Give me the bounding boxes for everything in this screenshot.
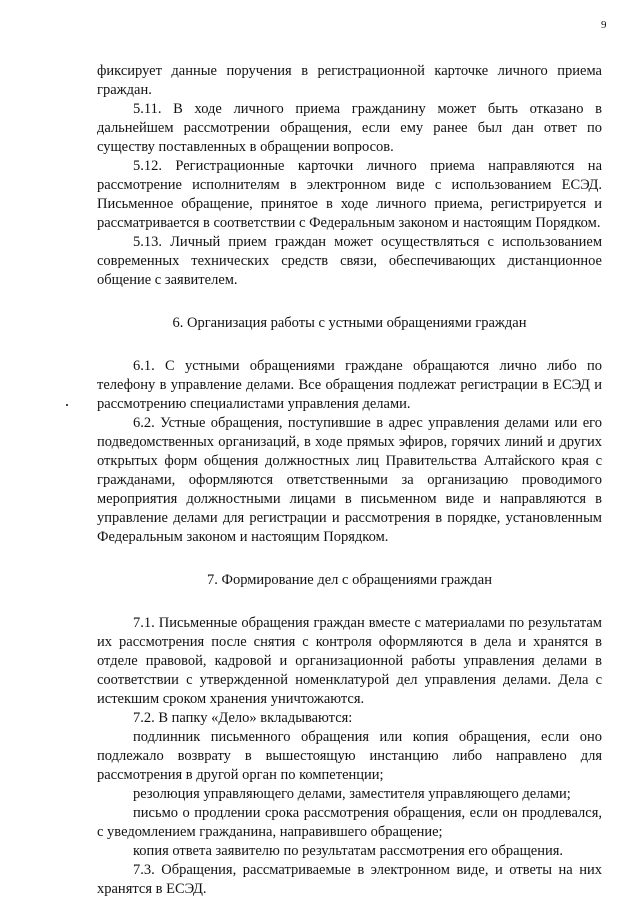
paragraph-6-2: 6.2. Устные обращения, поступившие в адрес управления делами или его подведомственных организаций, в ходе прямых эфиров, горячих линий и других открытых форм общения должностных лиц Правительства Алтайского края с гражданами, оформляются ответственными за организацию проводимого мероприятия должностными лицами в письменном виде и направляются в управление делами для регистрации и рассмотрения в порядке, установленным Федеральным законом и настоящим Порядком. (97, 415, 602, 545)
scan-speck (66, 404, 68, 406)
page-number: 9 (601, 19, 607, 31)
paragraph-5-12: 5.12. Регистрационные карточки личного приема направляются на рассмотрение исполнителям в электронном виде с использованием ЕСЭД. Письменное обращение, принятое в ходе личного приема, регистрируется и рассматривается в соответствии с Федеральным законом и настоящим Порядком. (97, 158, 602, 231)
paragraph-5-11: 5.11. В ходе личного приема гражданину может быть отказано в дальнейшем рассмотрении обращения, если ему ранее был дан ответ по существу поставленных в обращении вопросов. (97, 101, 602, 155)
paragraph-5-13: 5.13. Личный прием граждан может осуществляться с использованием современных технических средств связи, обеспечивающих дистанционное общение с заявителем. (97, 234, 602, 288)
paragraph-7-1: 7.1. Письменные обращения граждан вместе с материалами по результатам их рассмотрения после снятия с контроля оформляются в дела и хранятся в отделе правовой, кадровой и организационной работы управления делами в соответствии с утвержденной номенклатурой дел управления делами. Дела с истекшим сроком хранения уничтожаются. (97, 615, 602, 707)
list-item: копия ответа заявителю по результатам рассмотрения его обращения. (133, 843, 564, 859)
document-body (97, 62, 602, 899)
list-item: подлинник письменного обращения или копия обращения, если оно подлежало возврату в вышестоящую инстанцию либо направлено для рассмотрения в другой орган по компетенции; (97, 729, 602, 783)
section-7-heading: 7. Формирование дел с обращениями граждан (207, 572, 492, 588)
paragraph-6-1: 6.1. С устными обращениями граждане обращаются лично либо по телефону в управление делами. Все обращения подлежат регистрации в ЕСЭД и рассмотрению специалистами управления делами. (97, 358, 602, 412)
section-6-heading: 6. Организация работы с устными обращениями граждан (172, 315, 527, 331)
list-item: письмо о продлении срока рассмотрения обращения, если он продлевался, с уведомлением гражданина, направившего обращение; (97, 805, 602, 840)
paragraph-7-2: 7.2. В папку «Дело» вкладываются: (133, 710, 353, 726)
paragraph-7-3: 7.3. Обращения, рассматриваемые в электронном виде, и ответы на них хранятся в ЕСЭД. (97, 862, 602, 897)
list-item: резолюция управляющего делами, заместителя управляющего делами; (133, 786, 571, 802)
paragraph-continuation: фиксирует данные поручения в регистрационной карточке личного приема граждан. (97, 63, 602, 98)
